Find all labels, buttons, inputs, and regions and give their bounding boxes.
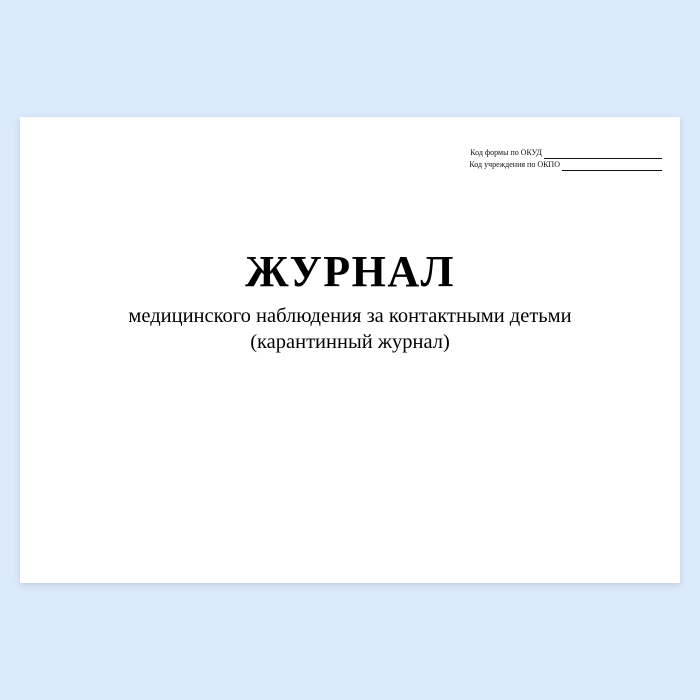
form-code-label-okpo: Код учреждения по ОКПО — [469, 160, 560, 169]
form-codes-block — [332, 147, 662, 171]
form-code-row-okud — [332, 147, 662, 159]
page-subtitle-line-2: (карантинный журнал) — [250, 331, 450, 353]
form-code-row-okpo — [332, 159, 662, 171]
form-code-label-okud: Код формы по ОКУД — [470, 148, 542, 157]
title-block — [20, 247, 680, 355]
form-code-field-okud[interactable] — [544, 149, 662, 159]
page-subtitle-line-1: медицинского наблюдения за контактными детьми — [128, 305, 572, 327]
form-code-field-okpo[interactable] — [562, 161, 662, 171]
document-cover-page — [20, 117, 680, 583]
page-title: ЖУРНАЛ — [245, 247, 455, 296]
